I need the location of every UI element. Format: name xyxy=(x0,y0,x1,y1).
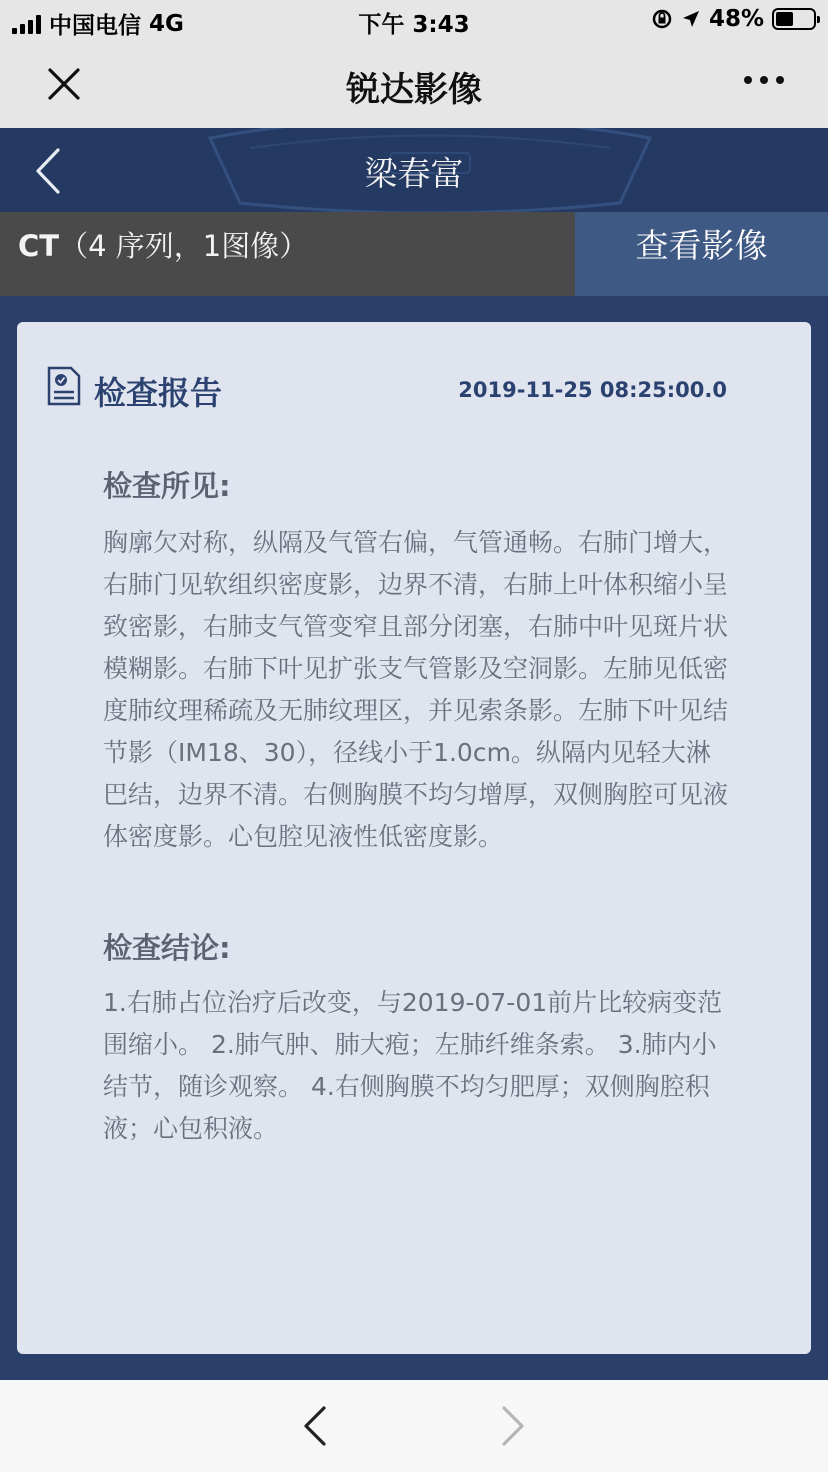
orientation-lock-icon xyxy=(651,8,673,30)
patient-name: 梁春富 xyxy=(364,154,464,193)
report-icon xyxy=(47,366,81,406)
browser-forward-icon[interactable] xyxy=(498,1404,528,1448)
findings-text: 胸廓欠对称，纵隔及气管右偏，气管通畅。右肺门增大，右肺门见软组织密度影，边界不清，右肺上叶体积缩小呈致密影，右肺支气管变窄且部分闭塞，右肺中叶见斑片状模糊影。右肺下叶见扩张支气管影及空洞影。左肺见低密度肺纹理稀疏及无肺纹理区，并见索条影。左肺下叶见结节影（IM18、30），径线小于1.0cm。纵隔内见轻大淋巴结，边界不清。右侧胸膜不均匀增厚，双侧胸腔可见液体密度影。心包腔见液性低密度影。 xyxy=(103,528,729,851)
battery-icon xyxy=(772,8,816,30)
view-images-button[interactable]: 查看影像 xyxy=(575,212,828,296)
modality-label: CT xyxy=(18,229,60,263)
status-bar xyxy=(0,0,828,40)
location-icon xyxy=(681,9,701,29)
clock: 下午 3:43 xyxy=(358,12,470,38)
app-title: 锐达影像 xyxy=(346,70,482,110)
report-card xyxy=(17,322,811,1354)
battery-percent: 48% xyxy=(708,6,764,32)
more-icon[interactable] xyxy=(744,76,784,84)
series-summary: （4 序列，1图像） xyxy=(59,229,309,263)
report-title: 检查报告 xyxy=(94,374,223,412)
browser-nav-bar xyxy=(0,1380,828,1472)
study-summary xyxy=(0,212,575,296)
conclusion-text: 1.右肺占位治疗后改变，与2019-07-01前片比较病变范围缩小。 2.肺气肿、肺大疱；左肺纤维条索。 3.肺内小结节，随诊观察。 4.右侧胸膜不均匀肥厚；双侧胸腔积液；心包积液。 xyxy=(103,988,723,1143)
wechat-title-bar xyxy=(0,40,828,128)
report-datetime: 2019-11-25 08:25:00.0 xyxy=(458,378,727,402)
conclusion-heading: 检查结论: xyxy=(103,931,231,965)
page-header xyxy=(0,128,828,212)
study-row xyxy=(0,212,828,296)
browser-back-icon[interactable] xyxy=(300,1404,330,1448)
network-label: 4G xyxy=(149,10,184,37)
findings-heading: 检查所见: xyxy=(103,469,231,503)
carrier-label: 中国电信 xyxy=(49,13,141,39)
